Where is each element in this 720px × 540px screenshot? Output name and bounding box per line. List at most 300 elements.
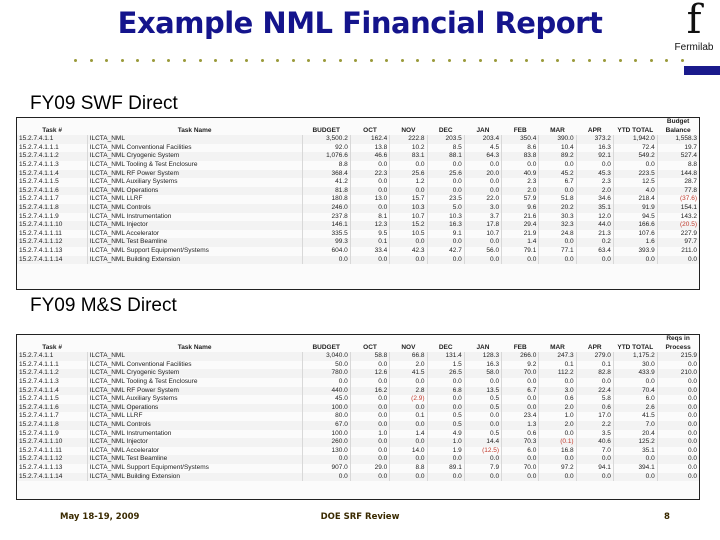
column-header: FEB	[513, 343, 527, 351]
divider-dot	[572, 59, 575, 62]
table-cell: ILCTA_NML LLRF	[87, 195, 302, 204]
table-cell: 0.0	[302, 256, 350, 265]
divider-dot	[339, 59, 342, 62]
table-cell: 394.1	[613, 464, 657, 473]
table-cell: ILCTA_NML Support Equipment/Systems	[87, 247, 302, 256]
table-cell: 5.8	[576, 395, 613, 404]
divider-dot	[603, 59, 606, 62]
table-cell: 1.0	[539, 412, 576, 421]
column-header: FEB	[513, 126, 527, 134]
table-row	[17, 352, 699, 361]
column-header: Task Name	[177, 126, 212, 134]
table-cell: 2.3	[502, 178, 539, 187]
table-cell: (2.9)	[390, 395, 427, 404]
table-cell: 0.0	[613, 473, 657, 482]
table-cell: 97.2	[539, 464, 576, 473]
table-row	[17, 213, 699, 222]
table-cell: ILCTA_NML	[87, 135, 302, 144]
table-cell: 5.0	[427, 204, 464, 213]
table-cell: 22.0	[464, 195, 501, 204]
table-cell: 7.9	[464, 464, 501, 473]
table-cell: 2.2	[576, 421, 613, 430]
fermilab-logo	[668, 0, 720, 53]
table-cell: 373.2	[576, 135, 613, 144]
table-cell: ILCTA_NML Cryogenic System	[87, 369, 302, 378]
column-header: OCT	[363, 126, 377, 134]
table-cell: ILCTA_NML Accelerator	[87, 447, 302, 456]
swf-table	[16, 117, 700, 290]
table-cell: 51.8	[539, 195, 576, 204]
table-cell: 8.6	[502, 144, 539, 153]
table-cell: 4.0	[613, 187, 657, 196]
table-cell: 143.2	[657, 213, 699, 222]
column-header: DEC	[438, 126, 453, 134]
table-cell: 2.8	[390, 387, 427, 396]
table-cell: 393.9	[613, 247, 657, 256]
table-cell: 4.5	[464, 144, 501, 153]
table-cell: 58.0	[464, 369, 501, 378]
table-cell: 14.4	[464, 438, 501, 447]
table-cell: 40.6	[576, 438, 613, 447]
table-cell: 17.0	[576, 412, 613, 421]
table-cell: 13.8	[350, 144, 389, 153]
table-cell: ILCTA_NML Test Beamline	[87, 455, 302, 464]
table-cell: 16.3	[427, 221, 464, 230]
table-cell: 66.8	[390, 352, 427, 361]
divider-dot	[650, 59, 653, 62]
table-cell: ILCTA_NML Test Beamline	[87, 238, 302, 247]
table-cell: 8.5	[427, 144, 464, 153]
column-header: BUDGET	[312, 126, 340, 134]
table-cell: 1.4	[502, 238, 539, 247]
table-row	[17, 438, 699, 447]
table-cell: 527.4	[657, 152, 699, 161]
table-cell: 223.5	[613, 170, 657, 179]
table-cell: 0.0	[390, 187, 427, 196]
table-cell: 146.1	[302, 221, 350, 230]
table-row	[17, 204, 699, 213]
table-cell: ILCTA_NML Injector	[87, 438, 302, 447]
table-cell: 15.2.7.4.1.1	[17, 352, 87, 361]
table-cell: 0.0	[427, 161, 464, 170]
table-cell: 0.0	[390, 404, 427, 413]
table-cell: 0.0	[657, 404, 699, 413]
table-cell: 0.0	[657, 455, 699, 464]
table-cell: 0.0	[657, 361, 699, 370]
table-cell: ILCTA_NML	[87, 352, 302, 361]
table-cell: 28.7	[657, 178, 699, 187]
table-cell: 14.0	[390, 447, 427, 456]
table-cell: 0.0	[657, 395, 699, 404]
table-cell: 15.2.7.4.1.1.1	[19, 360, 59, 368]
table-cell: 3.7	[464, 213, 501, 222]
table-cell: 0.0	[350, 178, 389, 187]
ms-table	[16, 334, 700, 500]
table-cell: 0.0	[657, 473, 699, 482]
table-cell: 12.6	[350, 369, 389, 378]
table-cell: 0.0	[539, 378, 576, 387]
table-cell: 9.2	[502, 361, 539, 370]
table-cell: 0.1	[576, 361, 613, 370]
table-cell: 15.2.7.4.1.1.7	[19, 195, 59, 203]
table-cell: 40.9	[502, 170, 539, 179]
table-row	[17, 430, 699, 439]
table-cell: 15.2.7.4.1.1.12	[17, 455, 87, 464]
table-cell: 22.3	[350, 170, 389, 179]
table-cell: 63.4	[576, 247, 613, 256]
table-cell: 0.0	[539, 187, 576, 196]
table-cell: 215.9	[657, 352, 699, 361]
table-cell: 16.2	[350, 387, 389, 396]
table-cell: 41.5	[390, 369, 427, 378]
table-cell: 0.0	[350, 378, 389, 387]
table-cell: 20.2	[539, 204, 576, 213]
table-cell: 0.0	[464, 421, 501, 430]
table-cell: 15.2.7.4.1.1.14	[17, 473, 87, 482]
table-cell: 0.0	[502, 378, 539, 387]
table-cell: 15.2.7.4.1.1.3	[19, 377, 59, 385]
table-cell: 0.0	[390, 378, 427, 387]
table-cell: 0.6	[576, 404, 613, 413]
table-cell: 30.3	[539, 213, 576, 222]
table-cell: 247.3	[539, 352, 576, 361]
table-cell: ILCTA_NML Instrumentation	[87, 430, 302, 439]
table-cell: 0.0	[657, 412, 699, 421]
table-cell: 0.0	[390, 438, 427, 447]
table-cell: 81.8	[302, 187, 350, 196]
table-cell: 0.0	[502, 256, 539, 265]
table-row	[17, 170, 699, 179]
table-cell: 12.0	[576, 213, 613, 222]
table-cell: 0.0	[350, 412, 389, 421]
table-cell: ILCTA_NML Injector	[87, 221, 302, 230]
table-cell: 1.3	[502, 421, 539, 430]
table-cell: 92.0	[302, 144, 350, 153]
table-cell: 0.0	[464, 187, 501, 196]
table-cell: 15.2.7.4.1.1.7	[19, 412, 59, 420]
table-cell: 2.0	[539, 421, 576, 430]
table-cell: 0.0	[502, 473, 539, 482]
table-cell: (37.6)	[657, 195, 699, 204]
table-cell: 70.4	[613, 387, 657, 396]
table-cell: 4.9	[427, 430, 464, 439]
table-cell: 70.0	[502, 369, 539, 378]
divider-dot	[90, 59, 93, 62]
table-cell: 35.1	[576, 204, 613, 213]
divider-dot	[463, 59, 466, 62]
table-cell: 19.7	[657, 144, 699, 153]
table-cell: 15.2.7.4.1.1.2	[17, 152, 87, 161]
table-cell: 0.0	[576, 378, 613, 387]
table-cell: 0.0	[502, 161, 539, 170]
table-cell: 222.8	[390, 135, 427, 144]
table-cell: 29.0	[350, 464, 389, 473]
table-cell: 0.0	[464, 238, 501, 247]
table-cell: 12.3	[350, 221, 389, 230]
table-cell: 8.8	[302, 161, 350, 170]
table-cell: 15.2.7.4.1.1.9	[19, 212, 59, 220]
table-cell: ILCTA_NML Controls	[87, 204, 302, 213]
table-cell: 77.1	[539, 247, 576, 256]
table-cell: 6.7	[502, 387, 539, 396]
table-cell: 130.0	[302, 447, 350, 456]
table-cell: 0.0	[350, 404, 389, 413]
table-cell: 154.1	[657, 204, 699, 213]
table-cell: 45.3	[576, 170, 613, 179]
table-cell: ILCTA_NML Building Extension	[87, 473, 302, 482]
table-cell: 20.4	[613, 430, 657, 439]
table-cell: 35.1	[613, 447, 657, 456]
table-row	[17, 178, 699, 187]
table-cell: 72.4	[613, 144, 657, 153]
table-cell: 0.0	[350, 438, 389, 447]
table-cell: ILCTA_NML Support Equipment/Systems	[87, 464, 302, 473]
table-cell: ILCTA_NML LLRF	[87, 412, 302, 421]
table-cell: 0.0	[390, 256, 427, 265]
table-cell: 15.2.7.4.1.1.10	[17, 438, 87, 447]
table-cell: 907.0	[302, 464, 350, 473]
table-row	[17, 387, 699, 396]
table-cell: 131.4	[427, 352, 464, 361]
divider-dot	[261, 59, 264, 62]
table-cell: 13.5	[464, 387, 501, 396]
table-cell: 70.3	[502, 438, 539, 447]
table-cell: 15.2.7.4.1.1.11	[19, 229, 62, 237]
table-cell: 0.0	[657, 438, 699, 447]
table-cell: 0.0	[464, 412, 501, 421]
ms-grid	[17, 335, 699, 481]
table-cell: 1.0	[427, 438, 464, 447]
table-cell: 82.8	[576, 369, 613, 378]
divider-dot	[681, 59, 684, 62]
column-header: MAR	[550, 343, 565, 351]
table-cell: 41.5	[613, 412, 657, 421]
table-cell: 1,175.2	[613, 352, 657, 361]
table-cell: 7.0	[576, 447, 613, 456]
table-cell: 64.3	[464, 152, 501, 161]
table-cell: 260.0	[302, 438, 350, 447]
column-header: DEC	[438, 343, 453, 351]
table-cell: 16.8	[539, 447, 576, 456]
table-cell: 25.6	[390, 170, 427, 179]
table-cell: ILCTA_NML Building Extension	[87, 256, 302, 265]
table-cell: (20.5)	[657, 221, 699, 230]
table-cell: ILCTA_NML Cryogenic System	[87, 152, 302, 161]
divider-dot	[541, 59, 544, 62]
table-cell: 0.1	[390, 412, 427, 421]
column-header: JAN	[476, 343, 490, 351]
table-cell: 41.2	[302, 178, 350, 187]
table-cell: 2.0	[502, 187, 539, 196]
table-row	[17, 230, 699, 239]
table-cell: 0.0	[464, 161, 501, 170]
table-cell: 56.0	[464, 247, 501, 256]
table-cell: 0.5	[464, 430, 501, 439]
table-cell: 9.5	[350, 230, 389, 239]
column-header: BUDGET	[312, 343, 340, 351]
table-cell: 0.0	[502, 404, 539, 413]
table-cell: 0.5	[427, 421, 464, 430]
table-cell: 180.8	[302, 195, 350, 204]
table-cell: 0.0	[464, 455, 501, 464]
table-cell: 10.7	[390, 213, 427, 222]
divider-dot	[432, 59, 435, 62]
table-cell: 0.0	[539, 161, 576, 170]
table-cell: 89.1	[427, 464, 464, 473]
table-cell: 21.6	[502, 213, 539, 222]
table-cell: 79.1	[502, 247, 539, 256]
table-cell: 390.0	[539, 135, 576, 144]
table-cell: 15.2.7.4.1.1.4	[17, 170, 87, 179]
table-cell: 350.4	[502, 135, 539, 144]
table-cell: 15.2.7.4.1.1.4	[17, 387, 87, 396]
table-cell: 1.6	[613, 238, 657, 247]
footer-date: May 18-19, 2009	[60, 512, 140, 522]
divider-dot	[619, 59, 622, 62]
table-cell: 279.0	[576, 352, 613, 361]
table-cell: 23.4	[502, 412, 539, 421]
table-cell: 0.0	[464, 378, 501, 387]
divider-dot	[292, 59, 295, 62]
divider-dot	[152, 59, 155, 62]
table-cell: 3.5	[576, 430, 613, 439]
column-header: Task #	[42, 126, 62, 134]
table-cell: 246.0	[302, 204, 350, 213]
table-cell: 0.0	[613, 256, 657, 265]
divider-dot	[74, 59, 77, 62]
table-cell: 9.1	[427, 230, 464, 239]
table-cell: 433.9	[613, 369, 657, 378]
table-cell: 218.4	[613, 195, 657, 204]
table-cell: 0.0	[350, 256, 389, 265]
divider-dot	[588, 59, 591, 62]
table-cell: 88.1	[427, 152, 464, 161]
table-row	[17, 395, 699, 404]
table-cell: 162.4	[350, 135, 389, 144]
column-header: APR	[587, 126, 602, 134]
table-cell: 50.0	[302, 361, 350, 370]
divider-dot	[401, 59, 404, 62]
table-cell: 0.1	[350, 238, 389, 247]
table-cell: 0.0	[390, 161, 427, 170]
table-cell: 24.8	[539, 230, 576, 239]
column-header: Reqs in Process	[665, 335, 691, 351]
table-cell: 1,942.0	[613, 135, 657, 144]
table-cell: 128.3	[464, 352, 501, 361]
table-cell: 15.2.7.4.1.1	[17, 135, 87, 144]
divider-dot	[416, 59, 419, 62]
table-cell: 0.0	[427, 378, 464, 387]
table-cell: 0.2	[576, 238, 613, 247]
table-cell: 0.0	[657, 464, 699, 473]
table-cell: 2.6	[613, 404, 657, 413]
table-cell: 0.0	[350, 473, 389, 482]
table-cell: 0.0	[502, 395, 539, 404]
table-cell: 0.0	[657, 378, 699, 387]
table-cell: 0.0	[427, 404, 464, 413]
table-cell: 440.0	[302, 387, 350, 396]
table-cell: 94.1	[576, 464, 613, 473]
swf-heading: FY09 SWF Direct	[30, 93, 178, 114]
table-row	[17, 238, 699, 247]
table-cell: 80.0	[302, 412, 350, 421]
table-row	[17, 369, 699, 378]
table-cell: 15.7	[390, 195, 427, 204]
table-row	[17, 473, 699, 482]
table-cell: 107.6	[613, 230, 657, 239]
table-cell: 0.0	[539, 473, 576, 482]
table-row	[17, 404, 699, 413]
table-cell: 0.0	[539, 455, 576, 464]
table-cell: 780.0	[302, 369, 350, 378]
table-cell: 0.0	[390, 455, 427, 464]
table-cell: 100.0	[302, 404, 350, 413]
table-cell: 58.8	[350, 352, 389, 361]
table-cell: 45.0	[302, 395, 350, 404]
table-cell: 0.0	[657, 447, 699, 456]
table-cell: 6.0	[502, 447, 539, 456]
table-cell: 1,558.3	[657, 135, 699, 144]
table-cell: 0.5	[464, 395, 501, 404]
table-cell: 227.9	[657, 230, 699, 239]
table-cell: 0.0	[576, 161, 613, 170]
table-cell: 0.0	[613, 378, 657, 387]
table-cell: 15.2.7.4.1.1.6	[17, 187, 87, 196]
table-cell: 203.4	[464, 135, 501, 144]
table-cell: 15.2.7.4.1.1.6	[17, 404, 87, 413]
table-header-row	[17, 118, 699, 135]
table-cell: 237.8	[302, 213, 350, 222]
table-cell: 97.7	[657, 238, 699, 247]
table-cell: 0.0	[576, 256, 613, 265]
table-row	[17, 256, 699, 265]
column-header: MAR	[550, 126, 565, 134]
table-cell: 0.6	[502, 430, 539, 439]
table-cell: 0.0	[657, 387, 699, 396]
table-cell: 21.9	[502, 230, 539, 239]
table-cell: 0.0	[539, 256, 576, 265]
divider-dot	[230, 59, 233, 62]
table-cell: 604.0	[302, 247, 350, 256]
slide-title: Example NML Financial Report	[117, 6, 603, 40]
table-cell: 2.0	[390, 361, 427, 370]
table-cell: 1.4	[390, 430, 427, 439]
swf-grid	[17, 118, 699, 264]
column-header: YTD TOTAL	[617, 126, 654, 134]
ms-heading: FY09 M&S Direct	[30, 295, 177, 316]
table-row	[17, 152, 699, 161]
table-cell: 0.0	[613, 455, 657, 464]
table-cell: 25.6	[427, 170, 464, 179]
table-cell: 6.7	[539, 178, 576, 187]
table-cell: 0.0	[657, 421, 699, 430]
table-cell: ILCTA_NML Accelerator	[87, 230, 302, 239]
table-cell: 15.2.7.4.1.1.2	[17, 369, 87, 378]
dotted-divider	[74, 57, 684, 63]
table-cell: 89.2	[539, 152, 576, 161]
table-cell: 0.0	[350, 455, 389, 464]
table-cell: 125.2	[613, 438, 657, 447]
column-header: Task Name	[177, 343, 212, 351]
table-cell: 1.5	[427, 361, 464, 370]
table-cell: ILCTA_NML Auxiliary Systems	[87, 395, 302, 404]
table-row	[17, 135, 699, 144]
table-cell: 15.2.7.4.1.1.12	[17, 238, 87, 247]
table-row	[17, 421, 699, 430]
column-header: Task #	[42, 343, 62, 351]
fermilab-logo-icon: f	[686, 0, 702, 43]
table-cell: (12.5)	[464, 447, 501, 456]
